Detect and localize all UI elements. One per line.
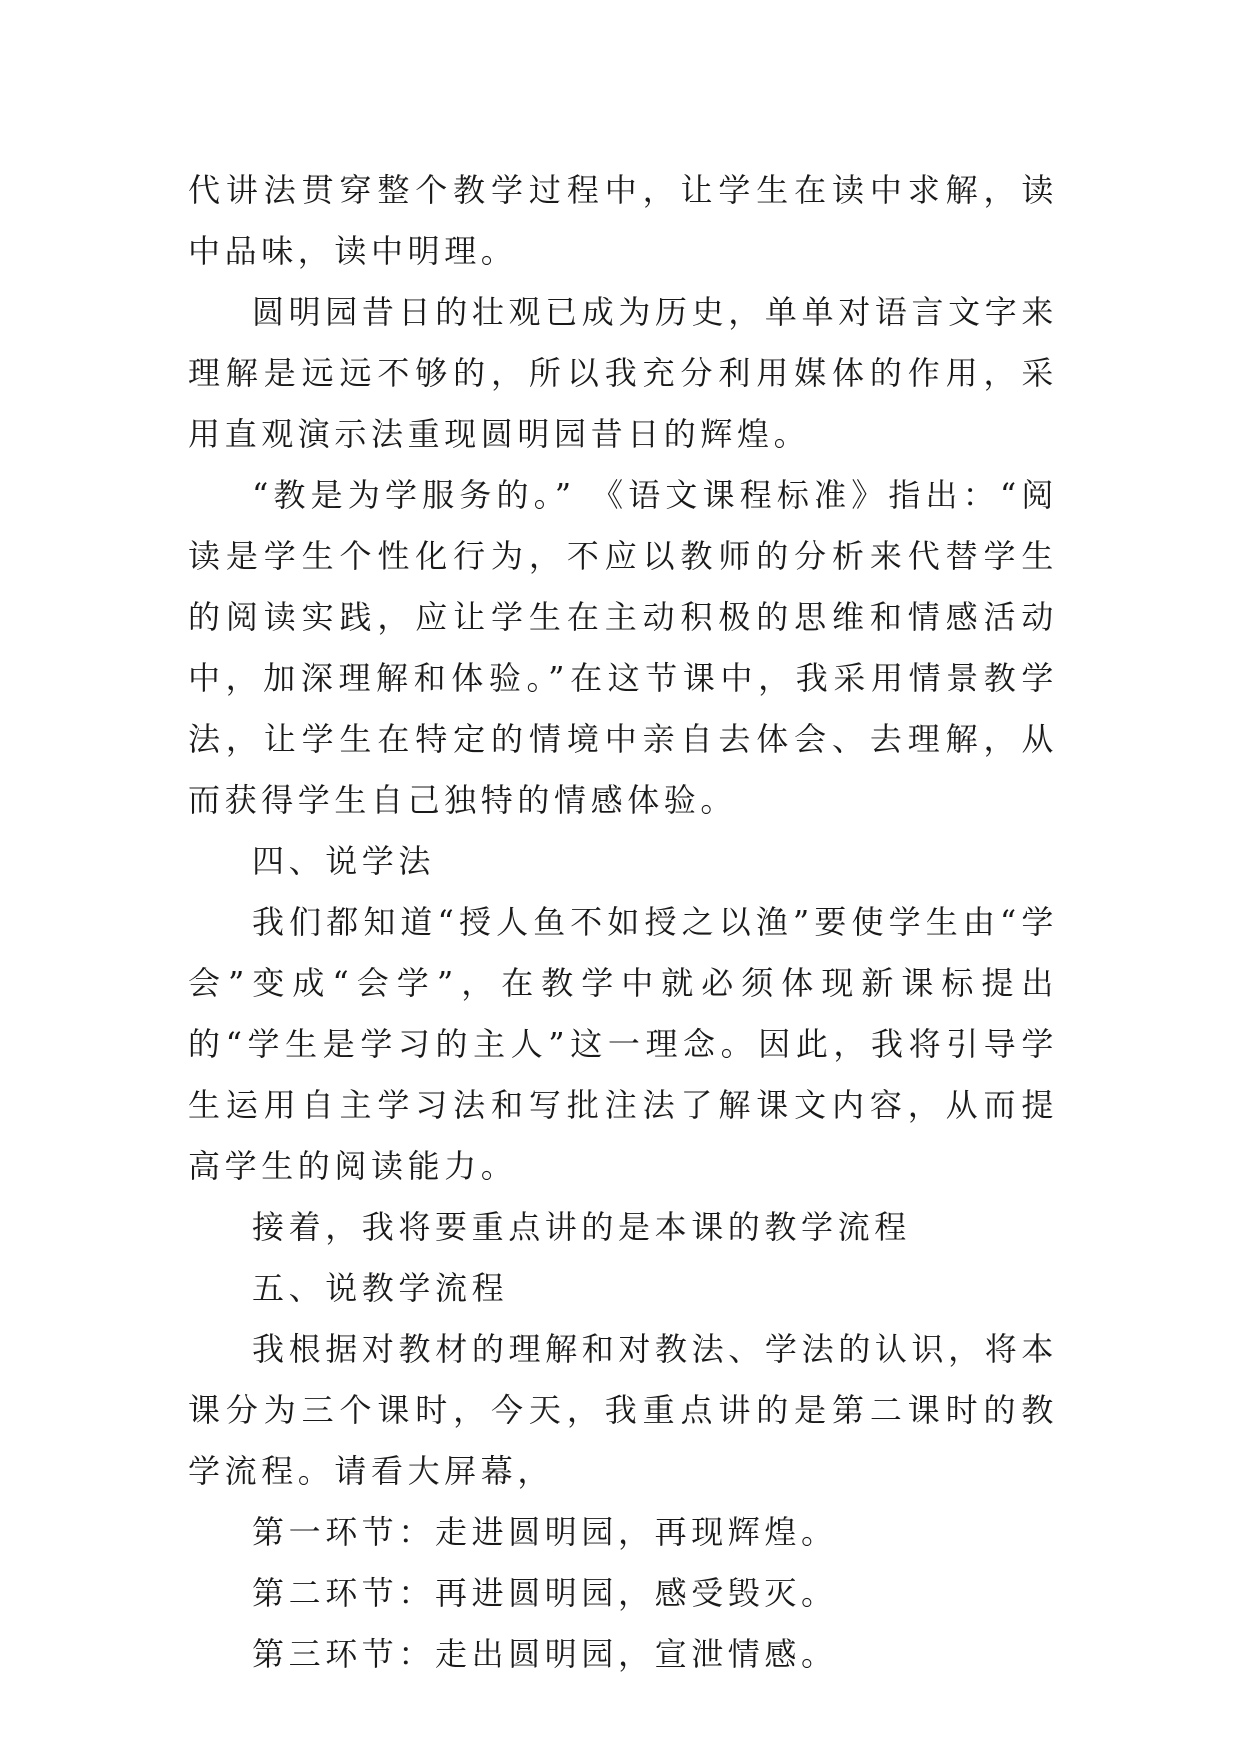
step-three: 第三环节：走出圆明园，宣泄情感。	[252, 1635, 838, 1673]
paragraph-curriculum-standard: “教是为学服务的。” 《语文课程标准》指出：“阅读是学生个性化行为，不应以教师的分析来代替学生的阅读实践，应让学生在主动积极的思维和情感活动中，加深理解和体验。”在这节课中，我采用情景教学法，让学生在特定的情境中亲自去体会、去理解，从而获得学生自己独特的情感体验。	[188, 476, 1058, 819]
paragraph-yuanmingyuan-media: 圆明园昔日的壮观已成为历史，单单对语言文字来理解是远远不够的，所以我充分利用媒体的作用，采用直观演示法重现圆明园昔日的辉煌。	[188, 293, 1058, 453]
section-heading-teaching-process: 五、说教学流程	[252, 1269, 509, 1307]
step-two: 第二环节：再进圆明园，感受毁灭。	[252, 1574, 838, 1612]
paragraph-teaching-process: 我根据对教材的理解和对教法、学法的认识，将本课分为三个课时，今天，我重点讲的是第二课时的教学流程。请看大屏幕，	[188, 1330, 1058, 1490]
paragraph-continuation: 代讲法贯穿整个教学过程中，让学生在读中求解，读中品味，读中明理。	[188, 171, 1058, 270]
step-one: 第一环节：走进圆明园，再现辉煌。	[252, 1513, 838, 1551]
section-heading-learning-method: 四、说学法	[252, 842, 436, 880]
paragraph-learning-method: 我们都知道“授人鱼不如授之以渔”要使学生由“学会”变成“会学”，在教学中就必须体现新课标提出的“学生是学习的主人”这一理念。因此，我将引导学生运用自主学习法和写批注法了解课文内容，从而提高学生的阅读能力。	[188, 903, 1058, 1185]
document-body	[188, 160, 1058, 1685]
paragraph-transition: 接着，我将要重点讲的是本课的教学流程	[252, 1208, 911, 1246]
